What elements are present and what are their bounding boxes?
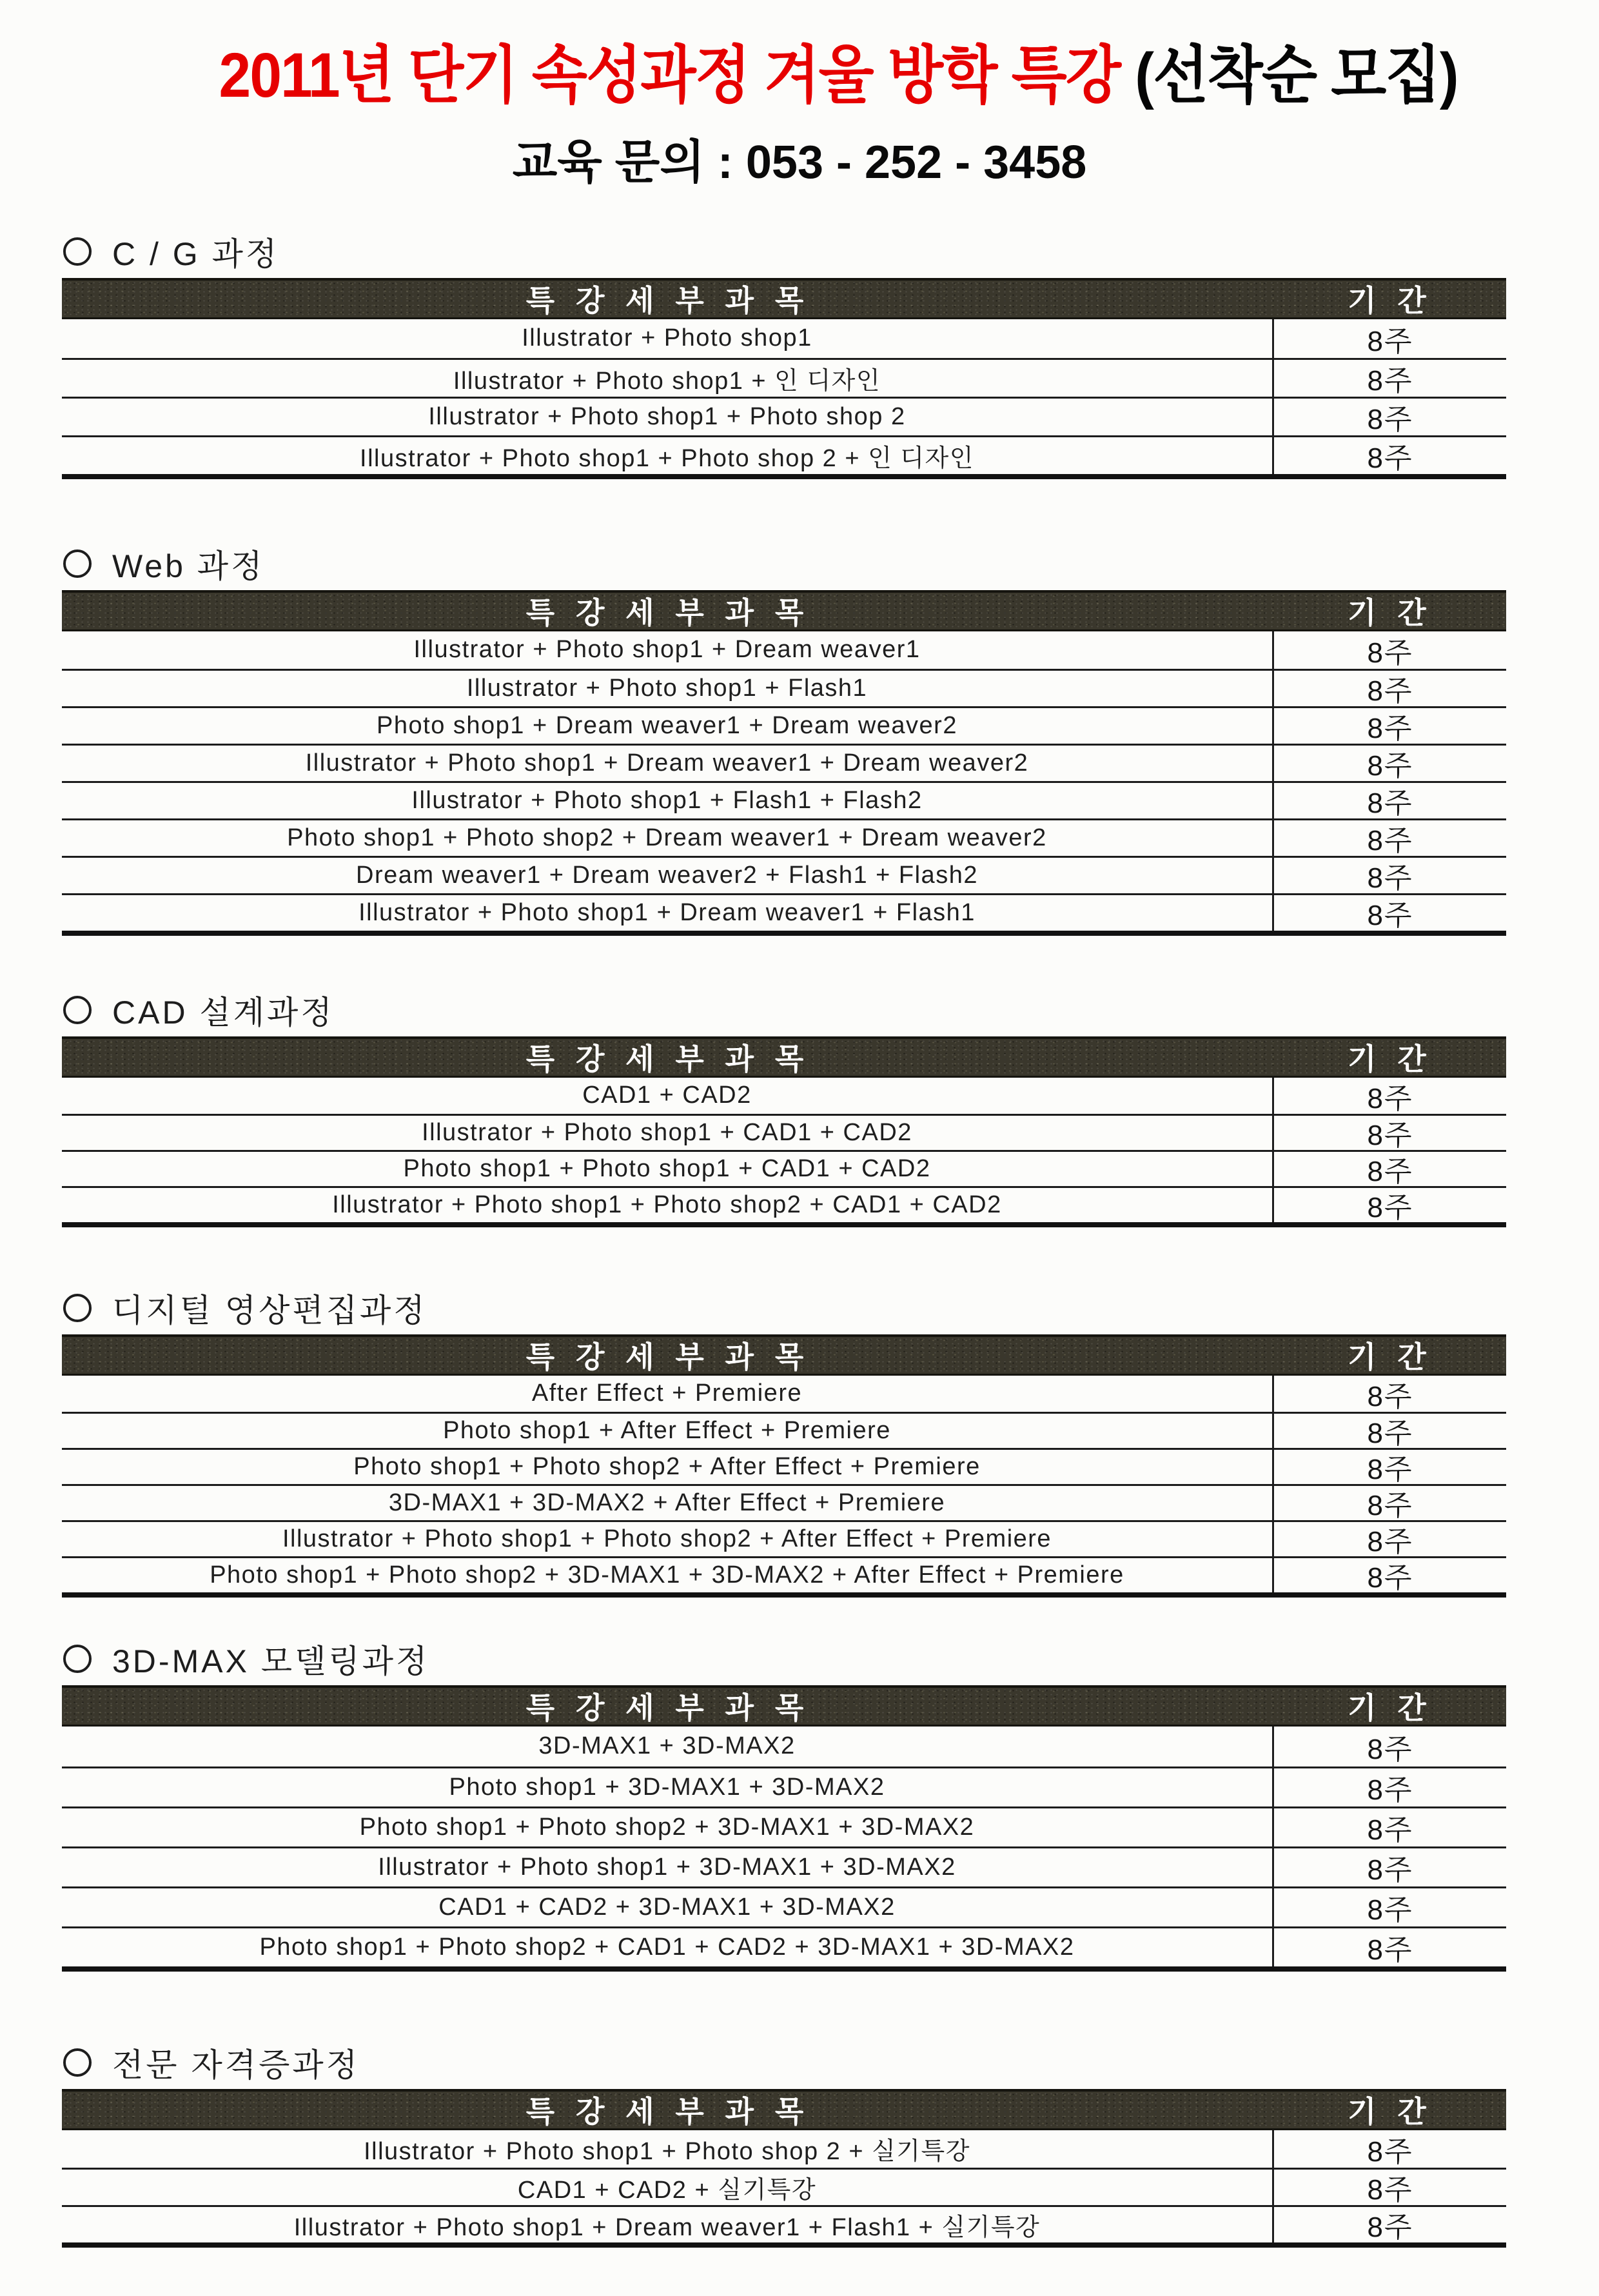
subject-column-header: 특 강 세 부 과 목 xyxy=(525,1042,810,1076)
course-period-cell: 8주 xyxy=(1367,787,1413,820)
course-subject-cell: Photo shop1 + Photo shop2 + Dream weaver1 + Dream weaver2 xyxy=(62,820,1274,856)
page-title xyxy=(0,34,1599,118)
course-row xyxy=(62,893,1506,931)
course-subject-cell: Photo shop1 + Photo shop2 + 3D-MAX1 + 3D-MAX2 + After Effect + Premiere xyxy=(62,1558,1274,1592)
course-period-cell: 8주 xyxy=(1367,1454,1413,1486)
subject-column-header: 특 강 세 부 과 목 xyxy=(525,1691,810,1725)
course-period-cell: 8주 xyxy=(1367,1192,1413,1224)
course-subject-cell: 3D-MAX1 + 3D-MAX2 + After Effect + Premiere xyxy=(62,1486,1274,1520)
course-subject-cell: Illustrator + Photo shop1 + Photo shop 2 + 인 디자인 xyxy=(62,437,1274,474)
section-3dmax-course xyxy=(62,1640,1506,1972)
course-subject-cell: Photo shop1 + Dream weaver1 + Dream weaver2 xyxy=(62,708,1274,744)
section-heading xyxy=(62,991,1506,1029)
course-row xyxy=(62,2205,1506,2242)
course-row xyxy=(62,1846,1506,1886)
course-row xyxy=(62,1520,1506,1556)
section-heading-label: 디지털 영상편집과정 xyxy=(112,1292,427,1329)
section-cad-course xyxy=(62,991,1506,1227)
course-row xyxy=(62,631,1506,669)
course-row xyxy=(62,358,1506,397)
course-subject-cell: Illustrator + Photo shop1 + Flash1 + Flash2 xyxy=(62,783,1274,818)
section-heading-label: C / G 과정 xyxy=(112,235,280,272)
section-digital-video-course xyxy=(62,1289,1506,1598)
section-heading xyxy=(62,1640,1506,1677)
course-period-cell: 8주 xyxy=(1367,1934,1413,1966)
section-heading xyxy=(62,545,1506,582)
course-subject-cell: Photo shop1 + Photo shop1 + CAD1 + CAD2 xyxy=(62,1152,1274,1186)
table-body xyxy=(62,631,1506,931)
section-heading-label: CAD 설계과정 xyxy=(112,994,335,1031)
course-subject-cell: Photo shop1 + Photo shop2 + 3D-MAX1 + 3D-MAX2 xyxy=(62,1808,1274,1846)
course-period-cell: 8주 xyxy=(1367,2135,1413,2168)
course-row xyxy=(62,319,1506,358)
course-period-cell: 8주 xyxy=(1367,1082,1413,1114)
course-period-cell: 8주 xyxy=(1367,442,1413,475)
course-period-cell: 8주 xyxy=(1367,1418,1413,1450)
course-subject-cell: CAD1 + CAD2 xyxy=(62,1078,1274,1114)
course-period-cell: 8주 xyxy=(1367,862,1413,895)
section-certificate-course xyxy=(62,2044,1506,2248)
course-period-cell: 8주 xyxy=(1367,1854,1413,1886)
course-period-cell: 8주 xyxy=(1367,750,1413,782)
course-subject-cell: Illustrator + Photo shop1 + CAD1 + CAD2 xyxy=(62,1116,1274,1150)
section-heading xyxy=(62,233,1506,270)
course-period-cell: 8주 xyxy=(1367,1156,1413,1188)
circle-bullet-icon xyxy=(63,2048,92,2077)
course-period-cell: 8주 xyxy=(1367,325,1413,357)
course-period-cell: 8주 xyxy=(1367,1814,1413,1846)
course-row xyxy=(62,744,1506,781)
course-table xyxy=(62,2089,1506,2248)
period-column-header: 기 간 xyxy=(1348,1691,1433,1725)
period-column-header: 기 간 xyxy=(1348,1340,1433,1374)
section-heading-label: 3D-MAX 모델링과정 xyxy=(112,1643,430,1679)
table-body xyxy=(62,1376,1506,1592)
course-subject-cell: Illustrator + Photo shop1 + Dream weaver1 + Dream weaver2 xyxy=(62,746,1274,781)
table-body xyxy=(62,319,1506,474)
table-header-bar xyxy=(62,1036,1506,1078)
period-column-header: 기 간 xyxy=(1348,2095,1433,2129)
course-period-cell: 8주 xyxy=(1367,1894,1413,1926)
course-row xyxy=(62,856,1506,893)
scanned-flyer-page xyxy=(0,34,1599,2296)
course-period-cell: 8주 xyxy=(1367,1490,1413,1522)
course-period-cell: 8주 xyxy=(1367,1380,1413,1412)
section-heading xyxy=(62,1289,1506,1327)
course-subject-cell: Illustrator + Photo shop1 + 3D-MAX1 + 3D-MAX2 xyxy=(62,1848,1274,1886)
course-period-cell: 8주 xyxy=(1367,404,1413,436)
table-body xyxy=(62,1727,1506,1966)
course-subject-cell: Illustrator + Photo shop1 + Photo shop 2 xyxy=(62,399,1274,435)
course-row xyxy=(62,1886,1506,1926)
course-period-cell: 8주 xyxy=(1367,900,1413,932)
period-column-header: 기 간 xyxy=(1348,596,1433,630)
course-row xyxy=(62,781,1506,818)
course-table xyxy=(62,1685,1506,1972)
course-period-cell: 8주 xyxy=(1367,1526,1413,1558)
course-row xyxy=(62,1556,1506,1592)
course-row xyxy=(62,1186,1506,1222)
course-row xyxy=(62,435,1506,474)
course-subject-cell: Photo shop1 + 3D-MAX1 + 3D-MAX2 xyxy=(62,1768,1274,1806)
course-row xyxy=(62,1484,1506,1520)
circle-bullet-icon xyxy=(63,1645,92,1673)
subject-column-header: 특 강 세 부 과 목 xyxy=(525,2095,810,2129)
table-body xyxy=(62,1078,1506,1222)
course-row xyxy=(62,1767,1506,1806)
table-header-bar xyxy=(62,278,1506,319)
period-column-header: 기 간 xyxy=(1348,1042,1433,1076)
course-subject-cell: Dream weaver1 + Dream weaver2 + Flash1 + Flash2 xyxy=(62,858,1274,893)
course-row xyxy=(62,1376,1506,1412)
course-period-cell: 8주 xyxy=(1367,825,1413,857)
course-subject-cell: Illustrator + Photo shop1 + Flash1 xyxy=(62,671,1274,706)
course-period-cell: 8주 xyxy=(1367,365,1413,397)
subject-column-header: 특 강 세 부 과 목 xyxy=(525,284,810,318)
table-header-bar xyxy=(62,1334,1506,1376)
course-period-cell: 8주 xyxy=(1367,2174,1413,2206)
course-row xyxy=(62,1114,1506,1150)
course-subject-cell: After Effect + Premiere xyxy=(62,1376,1274,1412)
course-row xyxy=(62,1727,1506,1767)
course-subject-cell: Photo shop1 + Photo shop2 + After Effect + Premiere xyxy=(62,1450,1274,1484)
section-web-course xyxy=(62,545,1506,936)
circle-bullet-icon xyxy=(63,237,92,266)
page-title-main: 2011년 단기 속성과정 겨울 방학 특강 xyxy=(219,40,1135,110)
course-subject-cell: Illustrator + Photo shop1 + Photo shop2 + After Effect + Premiere xyxy=(62,1522,1274,1556)
course-row xyxy=(62,2168,1506,2205)
course-row xyxy=(62,1078,1506,1114)
table-body xyxy=(62,2130,1506,2242)
course-period-cell: 8주 xyxy=(1367,2212,1413,2244)
contact-phone: 교육 문의 : 053 - 252 - 3458 xyxy=(512,136,1087,188)
section-cg-course xyxy=(62,233,1506,479)
course-table xyxy=(62,1334,1506,1598)
course-subject-cell: Illustrator + Photo shop1 + Photo shop 2 + 실기특강 xyxy=(62,2130,1274,2168)
period-column-header: 기 간 xyxy=(1348,284,1433,318)
course-table xyxy=(62,278,1506,479)
course-row xyxy=(62,397,1506,435)
course-period-cell: 8주 xyxy=(1367,1562,1413,1594)
course-row xyxy=(62,1150,1506,1186)
course-subject-cell: Illustrator + Photo shop1 xyxy=(62,319,1274,358)
course-row xyxy=(62,1448,1506,1484)
course-row xyxy=(62,1806,1506,1846)
course-row xyxy=(62,706,1506,744)
course-subject-cell: CAD1 + CAD2 + 실기특강 xyxy=(62,2170,1274,2205)
subject-column-header: 특 강 세 부 과 목 xyxy=(525,1340,810,1374)
course-table xyxy=(62,590,1506,936)
course-row xyxy=(62,818,1506,856)
course-subject-cell: Illustrator + Photo shop1 + Dream weaver1 + Flash1 + 실기특강 xyxy=(62,2207,1274,2242)
subject-column-header: 특 강 세 부 과 목 xyxy=(525,596,810,630)
course-period-cell: 8주 xyxy=(1367,675,1413,708)
course-row xyxy=(62,1926,1506,1966)
course-period-cell: 8주 xyxy=(1367,637,1413,669)
circle-bullet-icon xyxy=(63,996,92,1024)
course-sections xyxy=(62,233,1506,2248)
course-subject-cell: Illustrator + Photo shop1 + Dream weaver1 + Flash1 xyxy=(62,895,1274,931)
course-table xyxy=(62,1036,1506,1227)
course-row xyxy=(62,2130,1506,2168)
section-heading xyxy=(62,2044,1506,2081)
table-header-bar xyxy=(62,1685,1506,1727)
course-subject-cell: 3D-MAX1 + 3D-MAX2 xyxy=(62,1727,1274,1767)
course-period-cell: 8주 xyxy=(1367,1774,1413,1806)
page-title-note: (선착순 모집) xyxy=(1135,40,1458,110)
course-subject-cell: Photo shop1 + After Effect + Premiere xyxy=(62,1414,1274,1448)
course-period-cell: 8주 xyxy=(1367,713,1413,745)
circle-bullet-icon xyxy=(63,549,92,578)
course-period-cell: 8주 xyxy=(1367,1733,1413,1765)
course-row xyxy=(62,669,1506,706)
circle-bullet-icon xyxy=(63,1294,92,1322)
course-subject-cell: Illustrator + Photo shop1 + Dream weaver1 xyxy=(62,631,1274,669)
course-subject-cell: Photo shop1 + Photo shop2 + CAD1 + CAD2 + 3D-MAX1 + 3D-MAX2 xyxy=(62,1928,1274,1966)
course-subject-cell: Illustrator + Photo shop1 + 인 디자인 xyxy=(62,360,1274,397)
section-heading-label: 전문 자격증과정 xyxy=(112,2046,360,2083)
table-header-bar xyxy=(62,2089,1506,2130)
table-header-bar xyxy=(62,590,1506,631)
course-period-cell: 8주 xyxy=(1367,1120,1413,1152)
section-heading-label: Web 과정 xyxy=(112,548,265,584)
course-subject-cell: Illustrator + Photo shop1 + Photo shop2 + CAD1 + CAD2 xyxy=(62,1188,1274,1222)
course-row xyxy=(62,1412,1506,1448)
course-subject-cell: CAD1 + CAD2 + 3D-MAX1 + 3D-MAX2 xyxy=(62,1888,1274,1926)
